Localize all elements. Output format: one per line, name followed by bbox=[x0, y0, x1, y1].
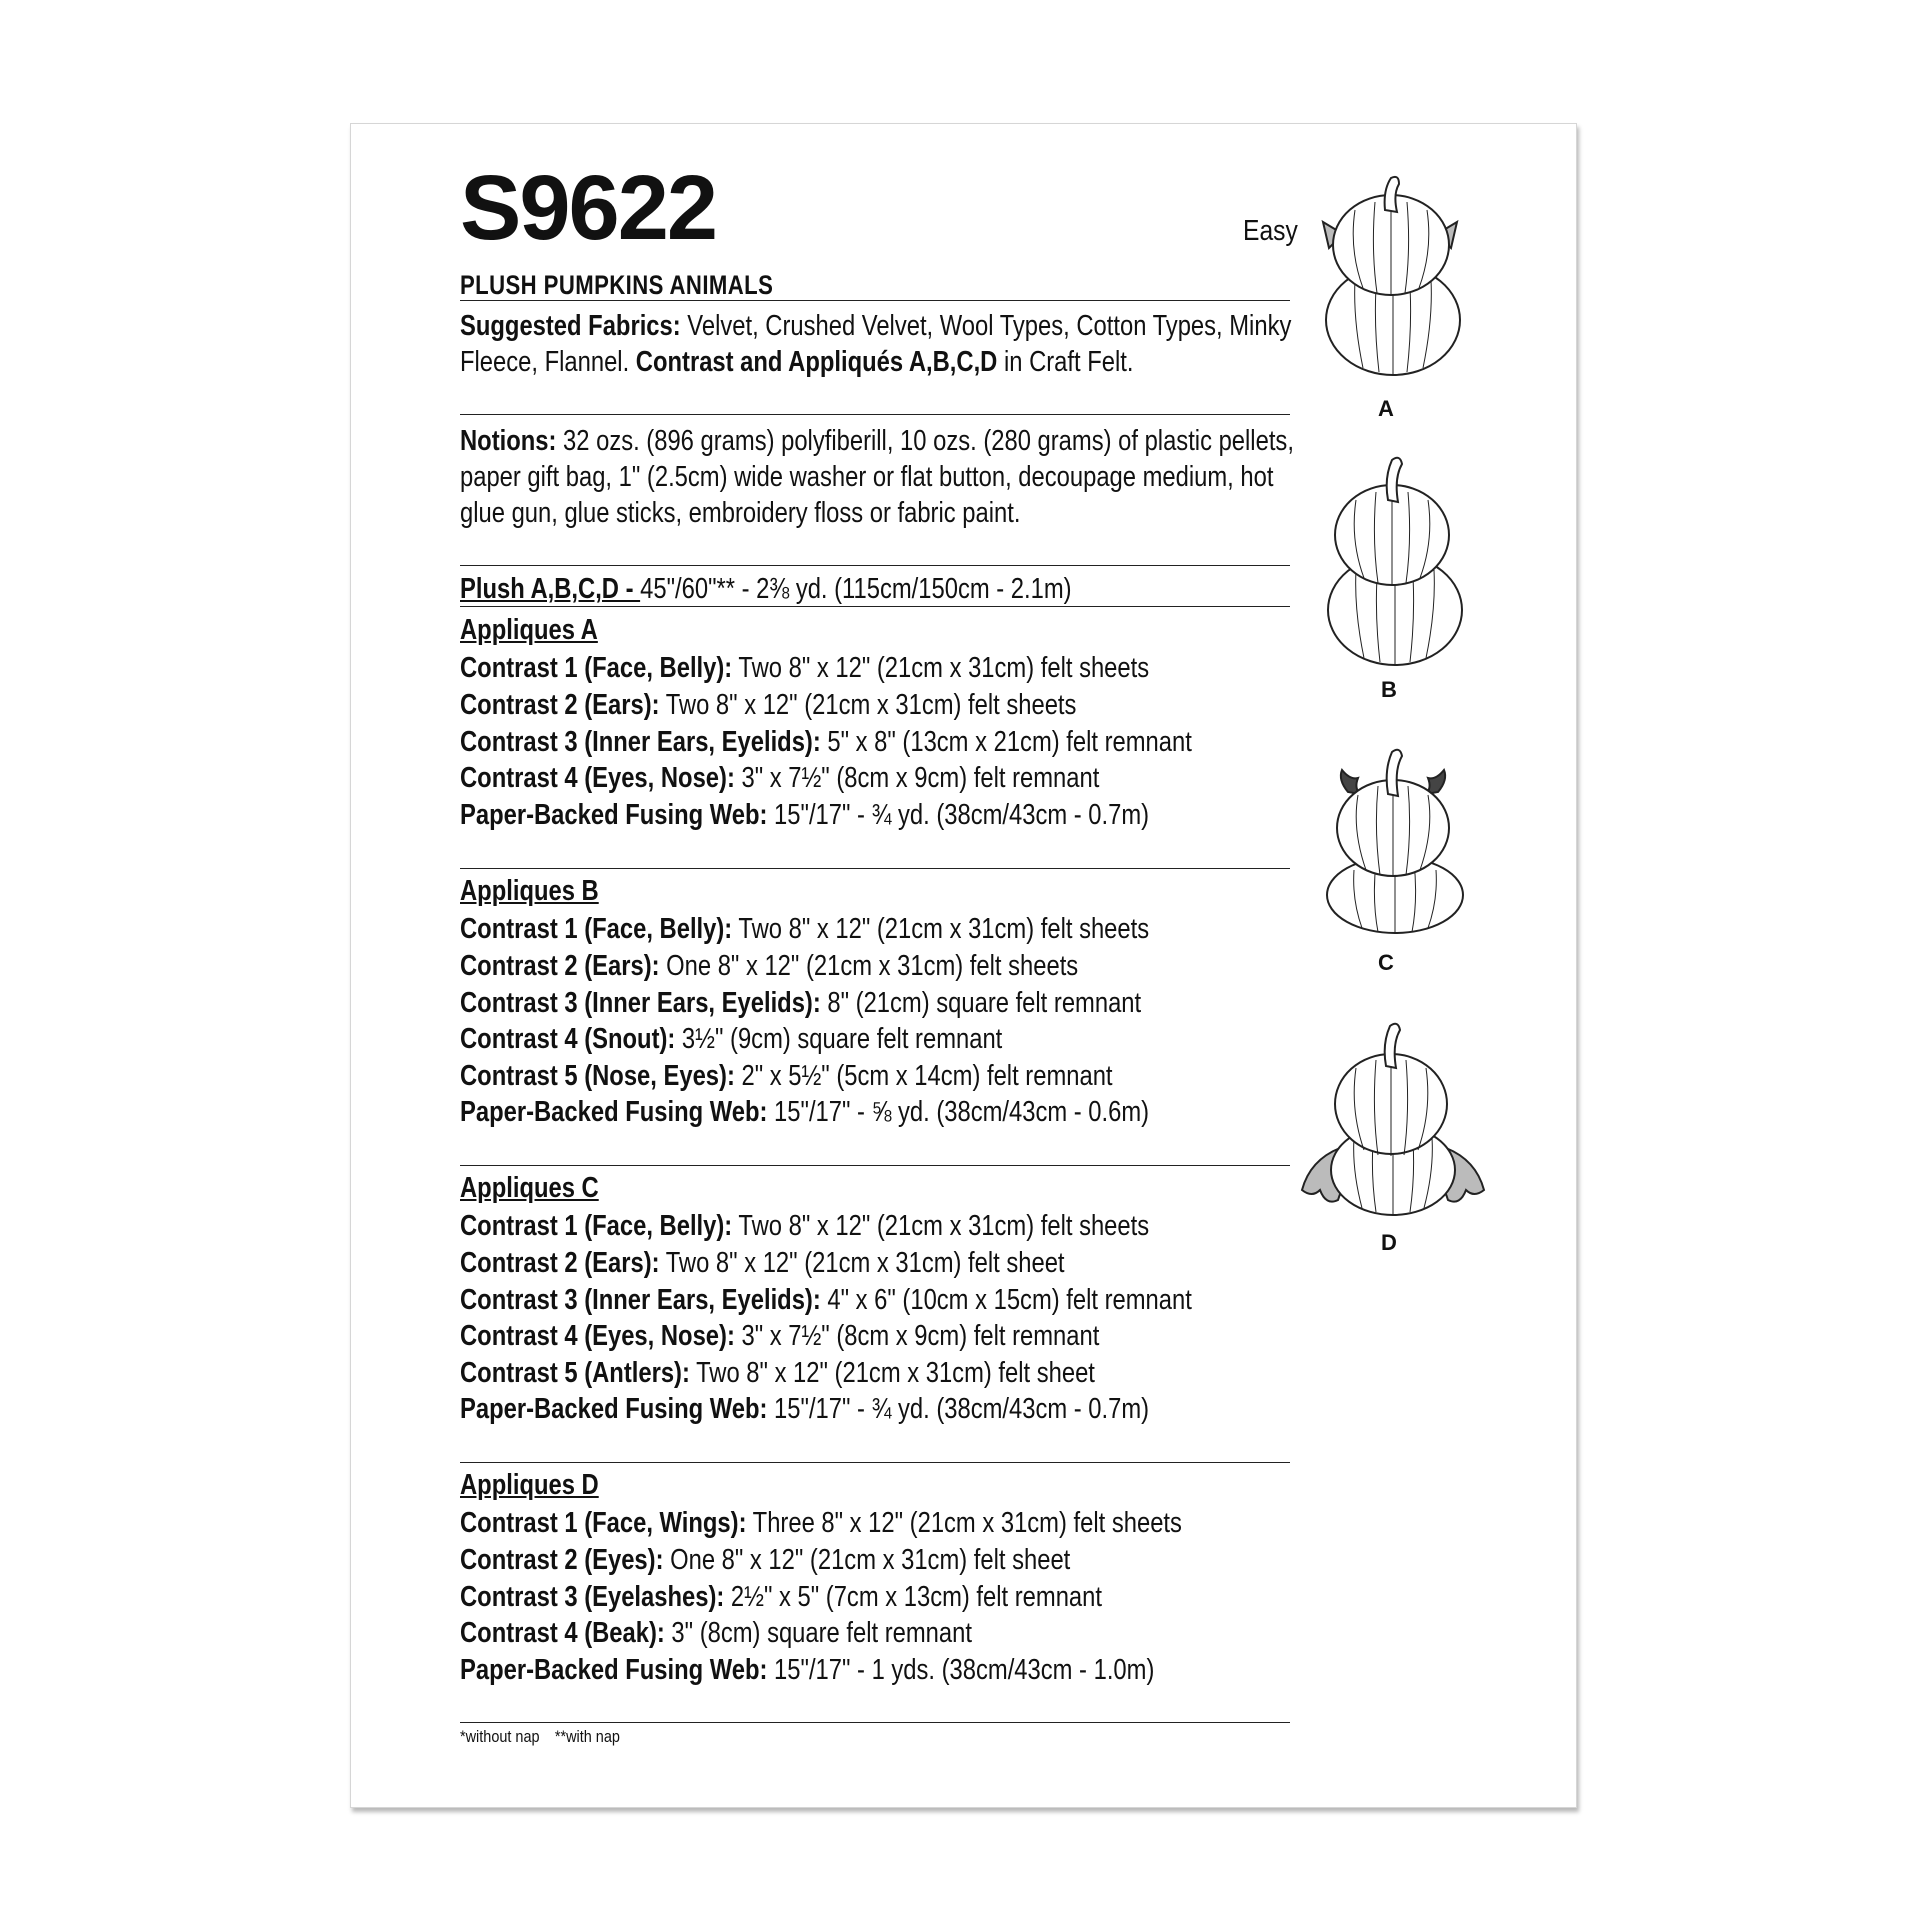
item-label: Contrast 3 (Inner Ears, Eyelids): bbox=[460, 987, 821, 1019]
pumpkin-stack-icon bbox=[1318, 450, 1468, 670]
fabrics-line-2 bbox=[460, 344, 1133, 380]
item-label: Contrast 3 (Inner Ears, Eyelids): bbox=[460, 726, 821, 758]
pumpkin-antlers-icon bbox=[1318, 740, 1468, 940]
pattern-code: S9622 bbox=[460, 157, 717, 259]
list-item bbox=[460, 1094, 1149, 1130]
divider bbox=[460, 1722, 1290, 1723]
list-item bbox=[460, 1245, 1065, 1281]
plush-text: 45"/60"** - 2⅜ yd. (115cm/150cm - 2.1m) bbox=[640, 573, 1072, 605]
list-item bbox=[460, 1058, 1113, 1094]
item-value: 15"/17" - 1 yds. (38cm/43cm - 1.0m) bbox=[767, 1654, 1155, 1686]
fabrics-line-1 bbox=[460, 308, 1291, 344]
view-label-c: C bbox=[1378, 950, 1394, 975]
list-item bbox=[460, 1505, 1182, 1541]
list-item bbox=[460, 1652, 1154, 1688]
footnote-with-nap: **with nap bbox=[554, 1727, 620, 1746]
item-value: 2" x 5½" (5cm x 14cm) felt remnant bbox=[734, 1060, 1113, 1092]
section-heading-d: Appliques D bbox=[460, 1469, 599, 1501]
list-item bbox=[460, 911, 1149, 947]
list-item bbox=[460, 985, 1141, 1021]
fabrics-text-2: Fleece, Flannel. bbox=[460, 346, 636, 378]
contrast-text: in Craft Felt. bbox=[997, 346, 1134, 378]
fabrics-text: Velvet, Crushed Velvet, Wool Types, Cotton Types, Minky bbox=[680, 310, 1292, 342]
item-label: Paper-Backed Fusing Web: bbox=[460, 1654, 768, 1686]
list-item bbox=[460, 760, 1099, 796]
footnote-without-nap: *without nap bbox=[460, 1727, 540, 1746]
section-heading-a: Appliques A bbox=[460, 614, 598, 646]
fabrics-label: Suggested Fabrics: bbox=[460, 310, 681, 342]
item-value: 5" x 8" (13cm x 21cm) felt remnant bbox=[820, 726, 1192, 758]
divider bbox=[460, 1462, 1290, 1463]
item-label: Contrast 4 (Eyes, Nose): bbox=[460, 762, 735, 794]
divider bbox=[460, 300, 1290, 301]
item-label: Contrast 1 (Face, Belly): bbox=[460, 1210, 733, 1242]
view-label-b: B bbox=[1381, 677, 1397, 702]
notions-line-3: glue gun, glue sticks, embroidery floss or fabric paint. bbox=[460, 497, 1021, 529]
divider bbox=[460, 868, 1290, 869]
divider bbox=[460, 606, 1290, 607]
item-label: Contrast 1 (Face, Belly): bbox=[460, 652, 733, 684]
plush-label: Plush A,B,C,D - bbox=[460, 573, 641, 605]
contrast-label: Contrast and Appliqués A,B,C,D bbox=[635, 346, 998, 378]
notions-line-2: paper gift bag, 1" (2.5cm) wide washer or flat button, decoupage medium, hot bbox=[460, 461, 1274, 493]
item-value: Two 8" x 12" (21cm x 31cm) felt sheets bbox=[732, 1210, 1150, 1242]
item-value: 4" x 6" (10cm x 15cm) felt remnant bbox=[820, 1284, 1192, 1316]
item-value: 3" x 7½" (8cm x 9cm) felt remnant bbox=[734, 762, 1100, 794]
item-value: Two 8" x 12" (21cm x 31cm) felt sheets bbox=[732, 913, 1150, 945]
item-label: Contrast 2 (Ears): bbox=[460, 689, 660, 721]
item-value: Two 8" x 12" (21cm x 31cm) felt sheets bbox=[732, 652, 1150, 684]
item-label: Contrast 3 (Eyelashes): bbox=[460, 1581, 725, 1613]
item-label: Contrast 4 (Snout): bbox=[460, 1023, 676, 1055]
difficulty-label: Easy bbox=[1243, 215, 1298, 247]
list-item bbox=[460, 1021, 1002, 1057]
pumpkin-owl-icon bbox=[1298, 1020, 1488, 1220]
section-heading-b: Appliques B bbox=[460, 875, 599, 907]
item-label: Paper-Backed Fusing Web: bbox=[460, 1096, 768, 1128]
list-item bbox=[460, 1579, 1102, 1615]
list-item bbox=[460, 1542, 1070, 1578]
view-label-a: A bbox=[1378, 396, 1394, 421]
notions-text: 32 ozs. (896 grams) polyfiberill, 10 ozs. (280 grams) of plastic pellets, bbox=[556, 425, 1294, 457]
footnotes bbox=[460, 1727, 620, 1747]
list-item bbox=[460, 1391, 1149, 1427]
item-value: 15"/17" - ¾ yd. (38cm/43cm - 0.7m) bbox=[767, 1393, 1150, 1425]
notions-label: Notions: bbox=[460, 425, 557, 457]
divider bbox=[460, 565, 1290, 566]
item-label: Contrast 2 (Ears): bbox=[460, 1247, 660, 1279]
list-item bbox=[460, 1355, 1095, 1391]
list-item bbox=[460, 797, 1149, 833]
list-item bbox=[460, 948, 1078, 984]
item-value: 2½" x 5" (7cm x 13cm) felt remnant bbox=[724, 1581, 1102, 1613]
item-value: 3" (8cm) square felt remnant bbox=[664, 1617, 972, 1649]
item-label: Contrast 5 (Nose, Eyes): bbox=[460, 1060, 735, 1092]
item-value: Two 8" x 12" (21cm x 31cm) felt sheet bbox=[659, 1247, 1065, 1279]
item-value: 3" x 7½" (8cm x 9cm) felt remnant bbox=[734, 1320, 1100, 1352]
section-heading-c: Appliques C bbox=[460, 1172, 599, 1204]
divider bbox=[460, 414, 1290, 415]
item-label: Paper-Backed Fusing Web: bbox=[460, 1393, 768, 1425]
item-label: Contrast 2 (Eyes): bbox=[460, 1544, 664, 1576]
item-label: Contrast 5 (Antlers): bbox=[460, 1357, 690, 1389]
plush-line bbox=[460, 571, 1072, 607]
item-value: 15"/17" - ⅝ yd. (38cm/43cm - 0.6m) bbox=[767, 1096, 1150, 1128]
item-label: Contrast 1 (Face, Wings): bbox=[460, 1507, 747, 1539]
list-item bbox=[460, 724, 1192, 760]
item-value: Three 8" x 12" (21cm x 31cm) felt sheets bbox=[746, 1507, 1182, 1539]
list-item bbox=[460, 1615, 972, 1651]
item-value: 8" (21cm) square felt remnant bbox=[820, 987, 1142, 1019]
item-label: Paper-Backed Fusing Web: bbox=[460, 799, 768, 831]
list-item bbox=[460, 650, 1149, 686]
list-item bbox=[460, 687, 1076, 723]
item-value: 3½" (9cm) square felt remnant bbox=[675, 1023, 1003, 1055]
item-label: Contrast 4 (Eyes, Nose): bbox=[460, 1320, 735, 1352]
item-label: Contrast 4 (Beak): bbox=[460, 1617, 665, 1649]
notions-line-1 bbox=[460, 423, 1294, 459]
list-item bbox=[460, 1208, 1149, 1244]
item-value: One 8" x 12" (21cm x 31cm) felt sheet bbox=[663, 1544, 1071, 1576]
item-value: One 8" x 12" (21cm x 31cm) felt sheets bbox=[659, 950, 1079, 982]
item-value: Two 8" x 12" (21cm x 31cm) felt sheets bbox=[659, 689, 1077, 721]
item-value: 15"/17" - ¾ yd. (38cm/43cm - 0.7m) bbox=[767, 799, 1150, 831]
view-label-d: D bbox=[1381, 1230, 1397, 1255]
list-item bbox=[460, 1318, 1099, 1354]
list-item bbox=[460, 1282, 1192, 1318]
divider bbox=[460, 1165, 1290, 1166]
pumpkin-cat-icon bbox=[1315, 170, 1465, 395]
item-value: Two 8" x 12" (21cm x 31cm) felt sheet bbox=[689, 1357, 1095, 1389]
item-label: Contrast 2 (Ears): bbox=[460, 950, 660, 982]
item-label: Contrast 3 (Inner Ears, Eyelids): bbox=[460, 1284, 821, 1316]
item-label: Contrast 1 (Face, Belly): bbox=[460, 913, 733, 945]
pattern-title: PLUSH PUMPKINS ANIMALS bbox=[460, 270, 774, 300]
